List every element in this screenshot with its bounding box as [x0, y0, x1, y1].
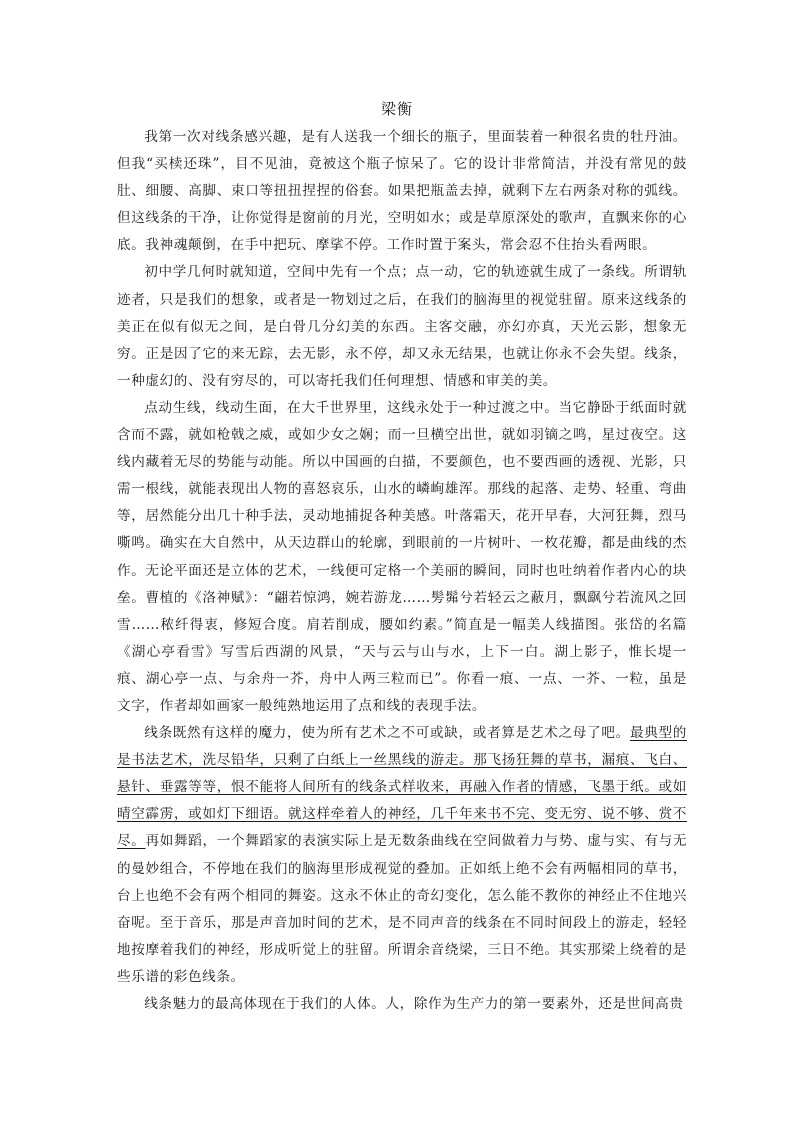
paragraph-1: 我第一次对线条感兴趣，是有人送我一个细长的瓶子，里面装着一种很名贵的牡丹油。但我“买椟还珠”，目不见油，竟被这个瓶子惊呆了。它的设计非常简洁，并没有常见的鼓肚、细腰、高脚、束口等扭扭捏捏的俗套。如果把瓶盖去掉，就剩下左右两条对称的弧线。但这线条的干净，让你觉得是窗前的月光，空明如水；或是草原深处的歌声，直飘来你的心底。我神魂颠倒，在手中把玩、摩挲不停。工作时置于案头，常会忍不住抬头看两眼。 — [117, 129, 687, 254]
paragraph-4-tail: 再如舞蹈，一个舞蹈家的表演实际上是无数条曲线在空间做着力与势、虚与实、有与无的曼妙组合，不停地在我们的脑海里形成视觉的叠加。正如纸上绝不会有两幅相同的草书，台上也绝不会有两个相同的舞姿。这永不休止的奇幻变化，怎么能不教你的神经止不住地兴奋呢。至于音乐，那是声音加时间的艺术，是不同声音的线条在不同时间段上的游走，轻轻地按摩着我们的神经，形成听觉上的驻留。所谓余音绕梁，三日不绝。其实那梁上绕着的是些乐谱的彩色线条。 — [117, 833, 688, 985]
paragraph-4-intro: 线条既然有这样的魔力，使为所有艺术之不可或缺，或者算是艺术之母了吧。 — [144, 725, 630, 742]
paragraph-4 — [117, 720, 687, 991]
author-name: 梁衡 — [380, 100, 413, 118]
paragraph-5: 线条魅力的最高体现在于我们的人体。人，除作为生产力的第一要素外，还是世间高贵 — [144, 996, 684, 1012]
paragraph-3: 点动生线，线动生面，在大千世界里，这线永处于一种过渡之中。当它静卧于纸面时就含而不露，就如枪戟之威，或如少女之娴；而一旦横空出世，就如羽镝之鸣，星过夜空。这线内藏着无尽的势能与动能。所以中国画的白描，不要颜色，也不要西画的透视、光影，只需一根线，就能表现出人物的喜怒哀乐，山水的嶙峋雄浑。那线的起落、走势、轻重、弯曲等，居然能分出几十种手法，灵动地捕捉各种美感。叶落霜天，花开早春，大河狂舞，烈马嘶鸣。确实在大自然中，从天边群山的轮廓，到眼前的一片树叶、一枚花瓣，都是曲线的杰作。无论平面还是立体的艺术，一线便可定格一个美丽的瞬间，同时也吐纳着作者内心的块垒。曹植的《洛神赋》：“翩若惊鸿，婉若游龙……髣髴兮若轻云之蔽月，飘飖兮若流风之回雪……秾纤得衷，修短合度。肩若削成，腰如约素。”简直是一幅美人线描图。张岱的名篇《湖心亭看雪》写雪后西湖的风景，“天与云与山与水，上下一白。湖上影子，惟长堤一痕、湖心亭一点、与余舟一芥，舟中人两三粒而已”。你看一痕、一点、一芥、一粒，虽是文字，作者却如画家一般纯熟地运用了点和线的表现手法。 — [117, 399, 687, 714]
essay-body — [117, 124, 687, 1018]
underlined-passage: 最典型的是书法艺术，洗尽铅华，只剩了白纸上一丝黑线的游走。那飞扬狂舞的草书，漏痕、飞白、悬针、垂露等等，恨不能将人间所有的线条式样收来，再融入作者的情感，飞墨于纸。或如晴空霹雳，或如灯下细语。就这样牵着人的神经，几千年来书不完、变无穷、说不够、赏不尽。 — [117, 725, 687, 850]
paragraph-2: 初中学几何时就知道，空间中先有一个点；点一动，它的轨迹就生成了一条线。所谓轨迹者，只是我们的想象，或者是一物划过之后，在我们的脑海里的视觉驻留。原来这线条的美正在似有似无之间，是白骨几分幻美的东西。主客交融，亦幻亦真，天光云影，想象无穷。正是因了它的来无踪，去无影，永不停，却又永无结果，也就让你永不会失望。线条，一种虚幻的、没有穷尽的，可以寄托我们任何理想、情感和审美的美。 — [117, 264, 687, 389]
